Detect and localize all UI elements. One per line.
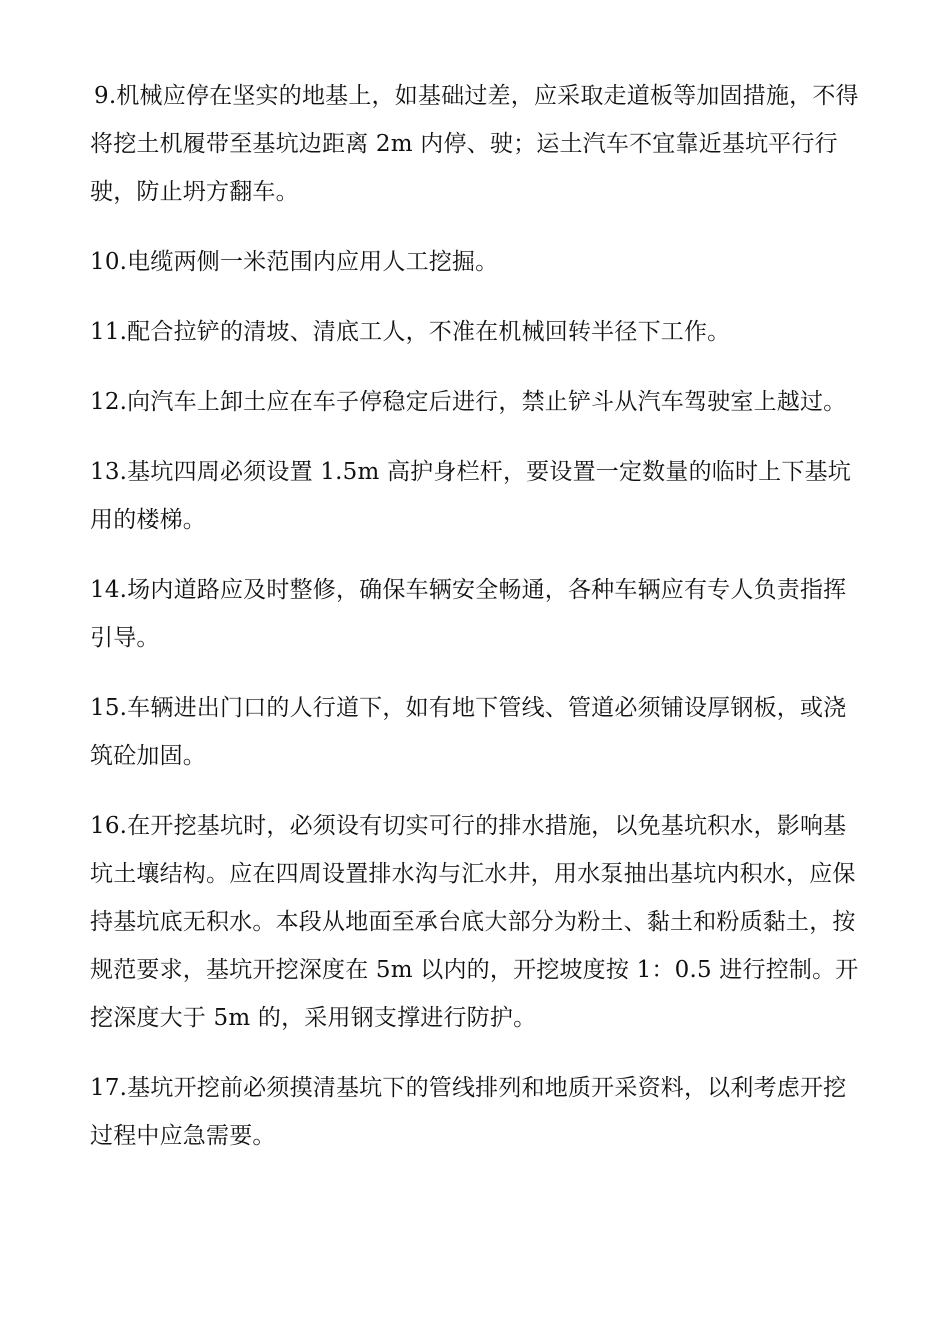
paragraph-item-14: 14.场内道路应及时整修，确保车辆安全畅通，各种车辆应有专人负责指挥引导。 [90, 577, 847, 651]
paragraph-item-17: 17.基坑开挖前必须摸清基坑下的管线排列和地质开采资料，以利考虑开挖过程中应急需要。 [90, 1075, 847, 1149]
paragraph-item-12: 12.向汽车上卸土应在车子停稳定后进行，禁止铲斗从汽车驾驶室上越过。 [90, 389, 847, 415]
paragraph-item-16: 16.在开挖基坑时，必须设有切实可行的排水措施，以免基坑积水，影响基坑土壤结构。应在四周设置排水沟与汇水井，用水泵抽出基坑内积水，应保持基坑底无积水。本段从地面至承台底大部分为粉土、黏土和粉质黏土，按规范要求，基坑开挖深度在 5m 以内的，开挖坡度按 1：0.5 进行控制。开挖深度大于 5m 的，采用钢支撑进行防护。 [90, 813, 859, 1031]
paragraph-item-10: 10.电缆两侧一米范围内应用人工挖掘。 [90, 249, 499, 275]
paragraph-item-15: 15.车辆进出门口的人行道下，如有地下管线、管道必须铺设厚钢板，或浇筑砼加固。 [90, 695, 847, 769]
paragraph-item-9: 9.机械应停在坚实的地基上，如基础过差，应采取走道板等加固措施，不得将挖土机履带至基坑边距离 2m 内停、驶；运土汽车不宜靠近基坑平行行驶，防止坍方翻车。 [90, 83, 859, 205]
paragraph-item-13: 13.基坑四周必须设置 1.5m 高护身栏杆，要设置一定数量的临时上下基坑用的楼梯。 [90, 459, 851, 533]
paragraph-item-11: 11.配合拉铲的清坡、清底工人，不准在机械回转半径下工作。 [90, 319, 731, 345]
